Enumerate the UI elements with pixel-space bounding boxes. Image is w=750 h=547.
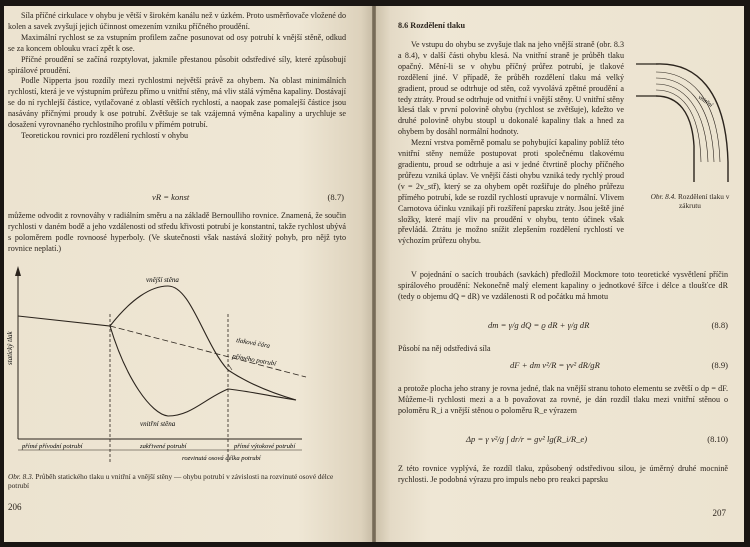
equation-8-9-text: dF + dm v²/R = γv² dR/gR	[510, 360, 600, 370]
inner-wall-curve	[110, 326, 296, 416]
page-number-right: 207	[712, 508, 726, 518]
caption-text-8-3: Průběh statického tlaku u vnitřní a vnější stěny — ohybu potrubí v závislosti na rozvinuté osové délce potrubí	[8, 472, 334, 491]
caption-label-8-4: Obr. 8.4.	[650, 192, 677, 201]
x-axis-label: rozvinutá osová délka potrubí	[182, 455, 261, 462]
pressure-line-straight	[110, 326, 306, 377]
left-paragraph-4: Podle Nipperta jsou rozdíly mezi rychlostmi největší právě za ohybem. Na oblast minimálních rychlostí, která je ve výstupním průřezu přímo u vnitřní stěny, má vliv stálá výměna kapaliny. Dostávají se do ní rychlejší částice, vytlačované z oblastí větších rychlostí, a naopak zase pomalejší částice jsou nasávány příčnými proudy k ose potrubí. Zvětšuje se tak vzájemná výměna kapaliny a urychluje se dosažení vyrovnaného rychlostního profilu v přímém potrubí.	[8, 76, 346, 130]
left-paragraph-6: můžeme odvodit z rovnováhy v radiálním směru a na základě Bernoulliho rovnice. Znamená, že součin rychlosti v daném bodě a jeho vzdálenosti od středu křivosti potrubí je konstantní, takže rychlost ubývá s poloměrem podle rovnoosé hyperboly. (Ve skutečnosti však nastává složitý pohyb, pro nějž tyto rovnice neplatí.)	[8, 211, 346, 253]
left-paragraph-1: Síla příčné cirkulace v ohybu je větší v širokém kanálu než v úzkém. Proto usměrňovače vložené do kolen a savek zvyšují jejich účinnost omezením vzniku příčného proudění.	[8, 11, 346, 31]
pressure-line-label-1: tlaková čára	[235, 337, 271, 350]
right-text-bottom	[398, 464, 728, 486]
caption-text-8-4: Rozdělení tlaku v zákrutu	[677, 192, 730, 211]
right-page	[376, 6, 744, 542]
outer-wall-label: vnější stěna	[146, 276, 179, 284]
segment-1-label: přímé přívodní potrubí	[22, 443, 83, 450]
right-paragraph-6: Z této rovnice vyplývá, že rozdíl tlaku, způsobený odstředivou silou, je úměrný druhé mocnině rychlosti. Je podobná výrazu pro impuls nebo pro reakci paprsku	[398, 464, 728, 484]
section-heading: 8.6 Rozdělení tlaku	[398, 21, 466, 30]
bend-pressure-figure	[628, 50, 734, 186]
right-paragraph-3: V pojednání o sacích troubách (savkách) předložil Mockmore toto teoretické vysvětlení příčin spirálového proudění: Nekonečně malý element kapaliny o jednotkové šířce i délce a tloušťce dR (tedy o objemu dQ = dR) ve vzdálenosti R od počátku má hmotu	[398, 270, 728, 301]
left-paragraph-3: Příčné proudění se začíná rozptylovat, jakmile přestanou působit odstředivé síly, které způsobují spirálové proudění.	[8, 54, 346, 75]
equation-8-8	[488, 320, 728, 330]
left-paragraph-2: Maximální rychlost se za vstupním profilem začne posunovat od osy potrubí k vnější stěně, odkud se za koncem oblouku vrací zpět k ose.	[8, 32, 346, 53]
equation-8-10-text: Δp = γ v²/g ∫ dr/r = gv² lg(R_i/R_e)	[466, 434, 588, 444]
inner-wall-label: vnitřní stěna	[140, 420, 176, 428]
right-text-force	[398, 344, 728, 355]
y-axis-arrow	[15, 266, 21, 276]
equation-8-9-number: (8.9)	[711, 360, 728, 370]
page-number-left: 206	[8, 502, 22, 512]
right-text-top	[398, 40, 624, 247]
inner-wall-arc	[656, 96, 694, 182]
outer-wall-arc	[656, 64, 728, 182]
segment-2-label: zakřivené potrubí	[140, 443, 187, 450]
right-paragraph-4: Působí na něj odstředivá síla	[398, 344, 491, 353]
equation-8-7-number: (8.7)	[327, 192, 344, 202]
right-paragraph-1: Ve vstupu do ohybu se zvyšuje tlak na jeho vnější straně (obr. 8.3 a 8.4), v další části ohybu klesá. Na vnitřní straně je průběh tlaku opačný. Mění-li se v ohybu příčný průřez potrubí, je tlakové rozdělení jiné. V případě, že průběh rozdělení tlaku má velký gradient, proud se odtrhuje od stěn, což vyvolává zpětné proudění a tedy ztráty. Proud se odtrhuje od vnitřní i vnější stěny. U vnitřní stěny klesá tlak v první polovině ohybu (rychlost se zvětšuje), kdežto ve druhé polovině ohybu stoupl u dokonalé kapaliny tlak a hned za ohybem by dosáhl normální hodnoty.	[398, 40, 624, 137]
inlet-walls	[636, 64, 656, 96]
equation-8-8-text: dm = γ/g dQ = ϱ dR + γ/g dR	[488, 320, 590, 330]
right-paragraph-5: a protože plocha jeho strany je rovna jedné, tlak na vnější stranu tohoto elementu se zvětší o dp = dF. Můžeme-li rychlosti mezi a a b považovat za rovné, je dán rozdíl tlaku mezi vnitřní stěnou o poloměru R_i a vnější stěnou o poloměru R_e výrazem	[398, 384, 728, 415]
right-paragraph-2: Mezní vrstva poměrně pomalu se pohybující kapaliny poblíž této vnitřní stěny nemůže postupovat proti společnému tlakovému gradientu, proud se odtrhuje a asi v jedné čtvrtině plochy příčného průřezu vzniká úplav. Ve vnější části ohybu vzniká tedy rychlý proud (v = 2v_stř), který se za ohybem opět rozšiřuje do plného průřezu přímého potrubí, kde se rozdíl rychlostí upravuje v normální. Vlivem Carnotova účinku vznikají při rozšíření paprsku ztráty. Jsou ještě jiné složky, které mají vliv na proudění v ohybu, tento účinek však převládá. Ztrátu je možno snížit zlepšením rozdělení rychlostí ve výchozím průřezu ohybu.	[398, 138, 624, 246]
equation-8-10-number: (8.10)	[707, 434, 728, 444]
equation-8-10	[466, 434, 728, 444]
y-axis-label: statický tlak	[6, 331, 14, 365]
bend-figure-label: vnitřní	[696, 94, 714, 109]
right-figure-caption	[640, 192, 740, 211]
left-text-bottom	[8, 211, 346, 255]
equation-8-7	[152, 192, 344, 202]
right-text-lower	[398, 384, 728, 417]
pressure-figure	[6, 264, 368, 476]
left-page	[4, 6, 372, 542]
equation-8-8-number: (8.8)	[711, 320, 728, 330]
left-paragraph-5: Teoretickou rovnici pro rozdělení rychlostí v ohybu	[21, 130, 189, 140]
right-text-middle	[398, 270, 728, 303]
equation-8-9	[510, 360, 728, 370]
energy-line-tick	[228, 364, 232, 370]
equation-8-7-text: vR = konst	[152, 192, 190, 202]
segment-3-label: přímé výtokové potrubí	[234, 443, 296, 450]
pressure-line-label-2: přímého potrubí	[231, 353, 277, 368]
left-text-top	[8, 11, 346, 142]
left-figure-caption	[8, 472, 348, 491]
caption-label-8-3: Obr. 8.3.	[8, 472, 34, 481]
